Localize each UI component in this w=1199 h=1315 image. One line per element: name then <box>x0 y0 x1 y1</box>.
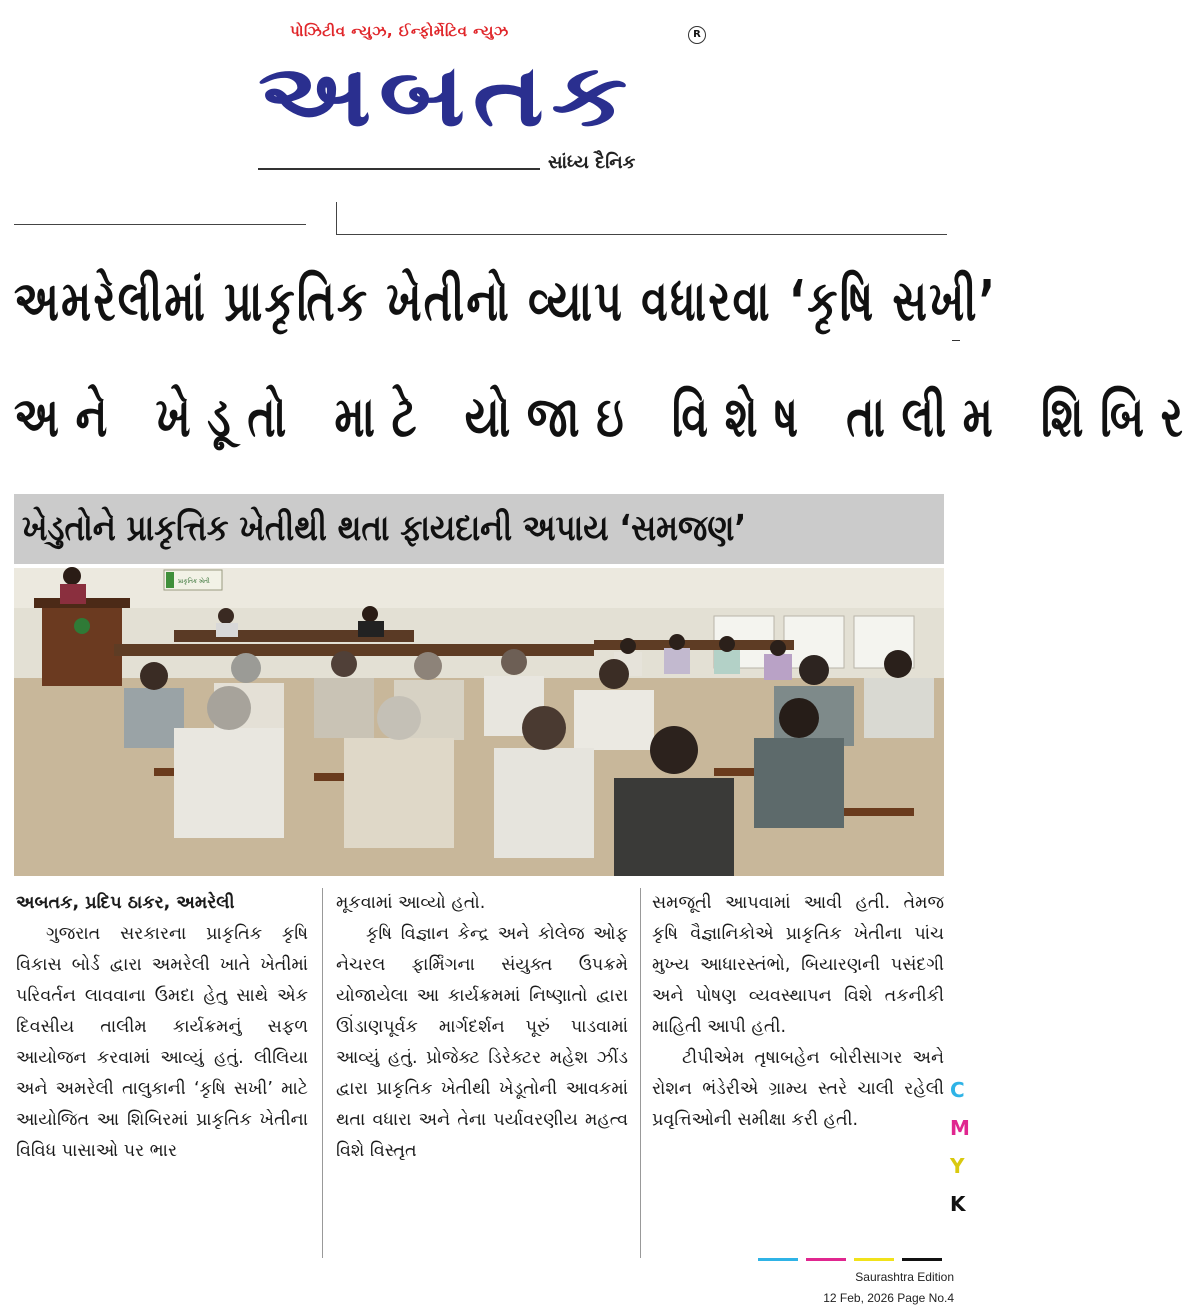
article-photo <box>14 568 944 876</box>
divider-right <box>336 202 947 235</box>
edge-mark-m: M <box>950 1116 970 1140</box>
cyan-bar <box>758 1258 798 1261</box>
edge-mark-y: Y <box>950 1154 965 1178</box>
column-1-paragraph: ગુજરાત સરકારના પ્રાકૃતિક કૃષિ વિકાસ બોર્ડ દ્વારા અમરેલી ખાતે ખેતીમાં પરિવર્તન લાવવાના ઉમદા હેતુ સાથે એક દિવસીય તાલીમ કાર્યક્રમનું સફળ આયોજન કરવામાં આવ્યું હતું. લીલિયા અને અમરેલી તાલુકાની ‘કૃષિ સખી’ માટે આયોજિત આ શિબિરમાં પ્રાકૃતિક ખેતીના વિવિધ પાસાઓ પર ભાર <box>16 924 308 1161</box>
newspaper-logo: અબતક <box>258 46 635 146</box>
black-bar <box>902 1258 942 1261</box>
column-3-paragraph-1: સમજૂતી આપવામાં આવી હતી. તેમજ કૃષિ વૈજ્ઞાનિકોએ પ્રાકૃતિક ખેતીના પાંચ મુખ્ય આધારસ્તંભો, બિયારણની પસંદગી અને પોષણ વ્યવસ્થાપન વિશે તકનીકી માહિતી આપી હતી. <box>652 893 944 1037</box>
column-3-paragraph-2: ટીપીએમ તૃષાબહેન બોરીસાગર અને રોશન ભંડેરીએ ગ્રામ્ય સ્તરે ચાલી રહેલી પ્રવૃત્તિઓની સમીક્ષા કરી હતી. <box>652 1048 944 1130</box>
margin-tick <box>952 340 960 341</box>
edition-label: Saurashtra Edition <box>855 1270 954 1284</box>
column-divider <box>640 888 641 1258</box>
edge-mark-c: C <box>950 1078 965 1102</box>
headline-line-2: અને ખેડૂતો માટે યોજાઇ વિશેષ તાલીમ શિબિર <box>14 385 1199 450</box>
magenta-bar <box>806 1258 846 1261</box>
byline: અબતક, પ્રદિપ ઠાકર, અમરેલી <box>16 893 235 913</box>
color-registration-bars <box>758 1258 948 1261</box>
date-page-label: 12 Feb, 2026 Page No.4 <box>823 1291 954 1305</box>
divider-left <box>14 224 306 225</box>
masthead-subtitle: સાંધ્ય દૈનિક <box>548 152 636 173</box>
headline-line-1: અમરેલીમાં પ્રાકૃતિક ખેતીનો વ્યાપ વધારવા ‘કૃષિ સખી’ <box>14 269 998 334</box>
column-2-paragraph-1: મૂકવામાં આવ્યો હતો. <box>336 893 486 913</box>
yellow-bar <box>854 1258 894 1261</box>
logo-underline <box>258 168 540 170</box>
subhead: ખેડુતોને પ્રાકૃત્તિક ખેતીથી થતા ફાયદાની અપાય ‘સમજણ’ <box>22 508 747 549</box>
column-divider <box>322 888 323 1258</box>
photo-banner-text: પ્રાકૃતિક ખેતી <box>178 578 210 585</box>
article-column-1 <box>16 888 308 1167</box>
article-column-2 <box>336 888 628 1167</box>
registered-mark: R <box>688 26 706 44</box>
edge-mark-k: K <box>950 1192 966 1216</box>
masthead-tagline: પોઝિટીવ ન્યુઝ, ઈન્ફોર્મેટિવ ન્યુઝ <box>290 22 509 40</box>
column-2-paragraph-2: કૃષિ વિજ્ઞાન કેન્દ્ર અને કોલેજ ઓફ નેચરલ ફાર્મિંગના સંયુક્ત ઉપક્રમે યોજાયેલા આ કાર્યક્રમમાં નિષ્ણાતો દ્વારા ઊંડાણપૂર્વક માર્ગદર્શન પૂરું પાડવામાં આવ્યું હતું. પ્રોજેક્ટ ડિરેક્ટર મહેશ ઝીંડ દ્વારા પ્રાકૃતિક ખેતીથી ખેડૂતોની આવકમાં થતા વધારા અને તેના પર્યાવરણીય મહત્વ વિશે વિસ્તૃત <box>336 924 628 1161</box>
article-column-3 <box>652 888 944 1136</box>
